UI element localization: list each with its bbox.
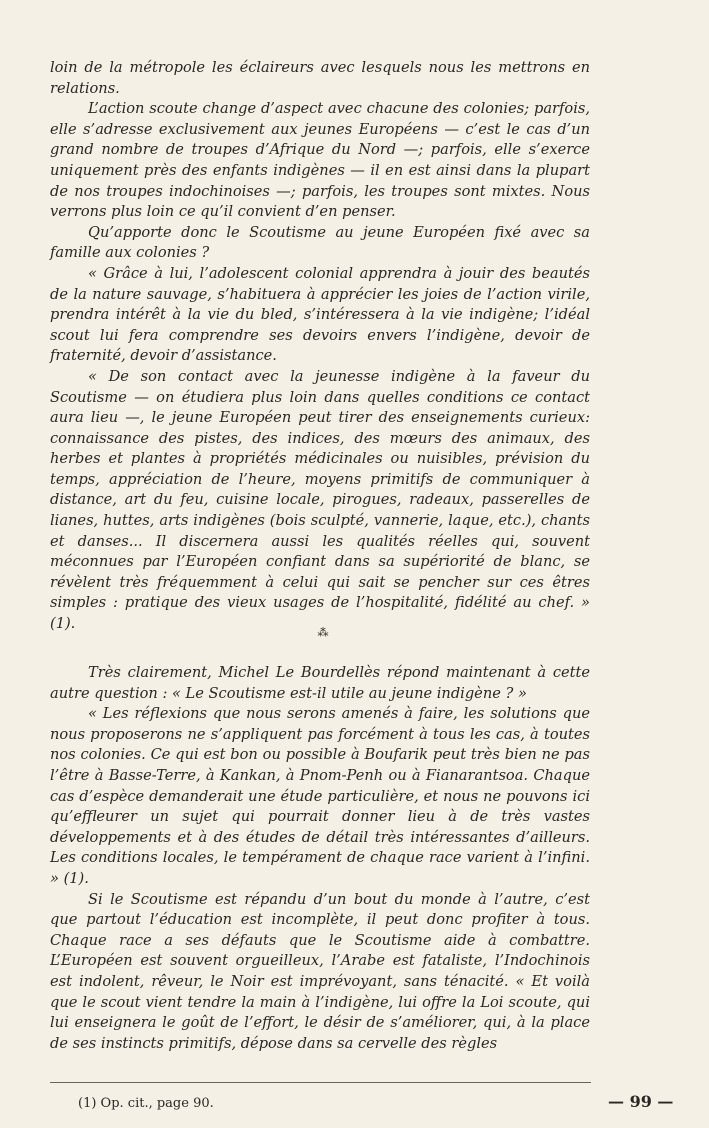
paragraph: « De son contact avec la jeunesse indigène à la faveur du Scoutisme — on étudiera plus loin dans quelles conditions ce contact aura lieu —, le jeune Européen peut tirer des enseignements curieux: connaissance des pistes, des indices, des mœurs des animaux, des herbes et plantes à propriétés médicinales ou nuisibles, prévision du temps, appréciation de l’heure, moyens primitifs de communiquer à distance, art du feu, cuisine locale, pirogues, radeaux, passerelles de lianes, huttes, arts indigènes (bois sculpté, vannerie, laque, etc.), chants et danses... Il discernera aussi les qualités réelles qui, souvent méconnues par l’Européen confiant dans sa supériorité de blanc, se révèlent très fréquemment à celui qui sait se pencher sur ces êtres simples : pratique des vieux usages de l’hospitalité, fidélité au chef. » (1). — [50, 367, 590, 633]
paragraph: « Les réflexions que nous serons amenés à faire, les solutions que nous proposerons ne s’appliquent pas forcément à tous les cas, à toutes nos colonies. Ce qui est bon ou possible à Boufarik peut très bien ne pas l’être à Basse-Terre, à Kankan, à Pnom-Penh ou à Fianarantsoa. Chaque cas d’espèce demanderait une étude particulière, et nous ne pouvons ici qu’effleurer un sujet qui pourrait donner lieu à de très vastes développements et à des études de détail très intéressantes d’ailleurs. Les conditions locales, le tempérament de chaque race varient à l’infini. » (1). — [50, 705, 590, 887]
footnote: (1) Op. cit., page 90. — [78, 1096, 214, 1111]
paragraph: L’action scoute change d’aspect avec chacune des colonies; parfois, elle s’adresse exclusivement aux jeunes Européens — c’est le cas d’un grand nombre de troupes d’Afrique du Nord —; parfois, elle s’exerce uniquement près des enfants indigènes — il en est ainsi dans la plupart de nos troupes indochinoises —; parfois, les troupes sont mixtes. Nous verrons plus loin ce qu’il convient d’en penser. — [50, 100, 590, 221]
paragraph: Si le Scoutisme est répandu d’un bout du monde à l’autre, c’est que partout l’éducation est incomplète, il peut donc profiter à tous. Chaque race a ses défauts que le Scoutisme aide à combattre. L’Européen est souvent orgueilleux, l’Arabe est fataliste, l’Indochinois est indolent, rêveur, le Noir est imprévoyant, sans ténacité. « Et voilà que le scout vient tendre la main à l’indigène, lui offre la Loi scoute, qui lui enseignera le goût de l’effort, le désir de s’améliorer, qui, à la place de ses instincts primitifs, dépose dans sa cervelle des règles — [50, 890, 590, 1052]
paragraph: Très clairement, Michel Le Bourdellès répond maintenant à cette autre question : « Le Scoutisme est-il utile au jeune indigène ? » — [50, 664, 590, 702]
paragraph: « Grâce à lui, l’adolescent colonial apprendra à jouir des beautés de la nature sauvage, s’habituera à apprécier les joies de l’action virile, prendra intérêt à la vie du bled, s’intéressera à la vie indigène; l’idéal scout lui fera comprendre ses devoirs envers l’indigène, devoir de fraternité, devoir d’assistance. — [50, 264, 590, 365]
section-separator: ⁂ — [317, 626, 329, 639]
footnote-rule — [50, 1082, 591, 1083]
main-text-top — [50, 58, 590, 635]
paragraph: Qu’apporte donc le Scoutisme au jeune Européen fixé avec sa famille aux colonies ? — [50, 223, 590, 262]
paragraph: loin de la métropole les éclaireurs avec lesquels nous les mettrons en relations. — [50, 59, 590, 97]
main-text-bottom — [50, 663, 590, 1054]
page-number: — 99 — — [608, 1092, 674, 1111]
